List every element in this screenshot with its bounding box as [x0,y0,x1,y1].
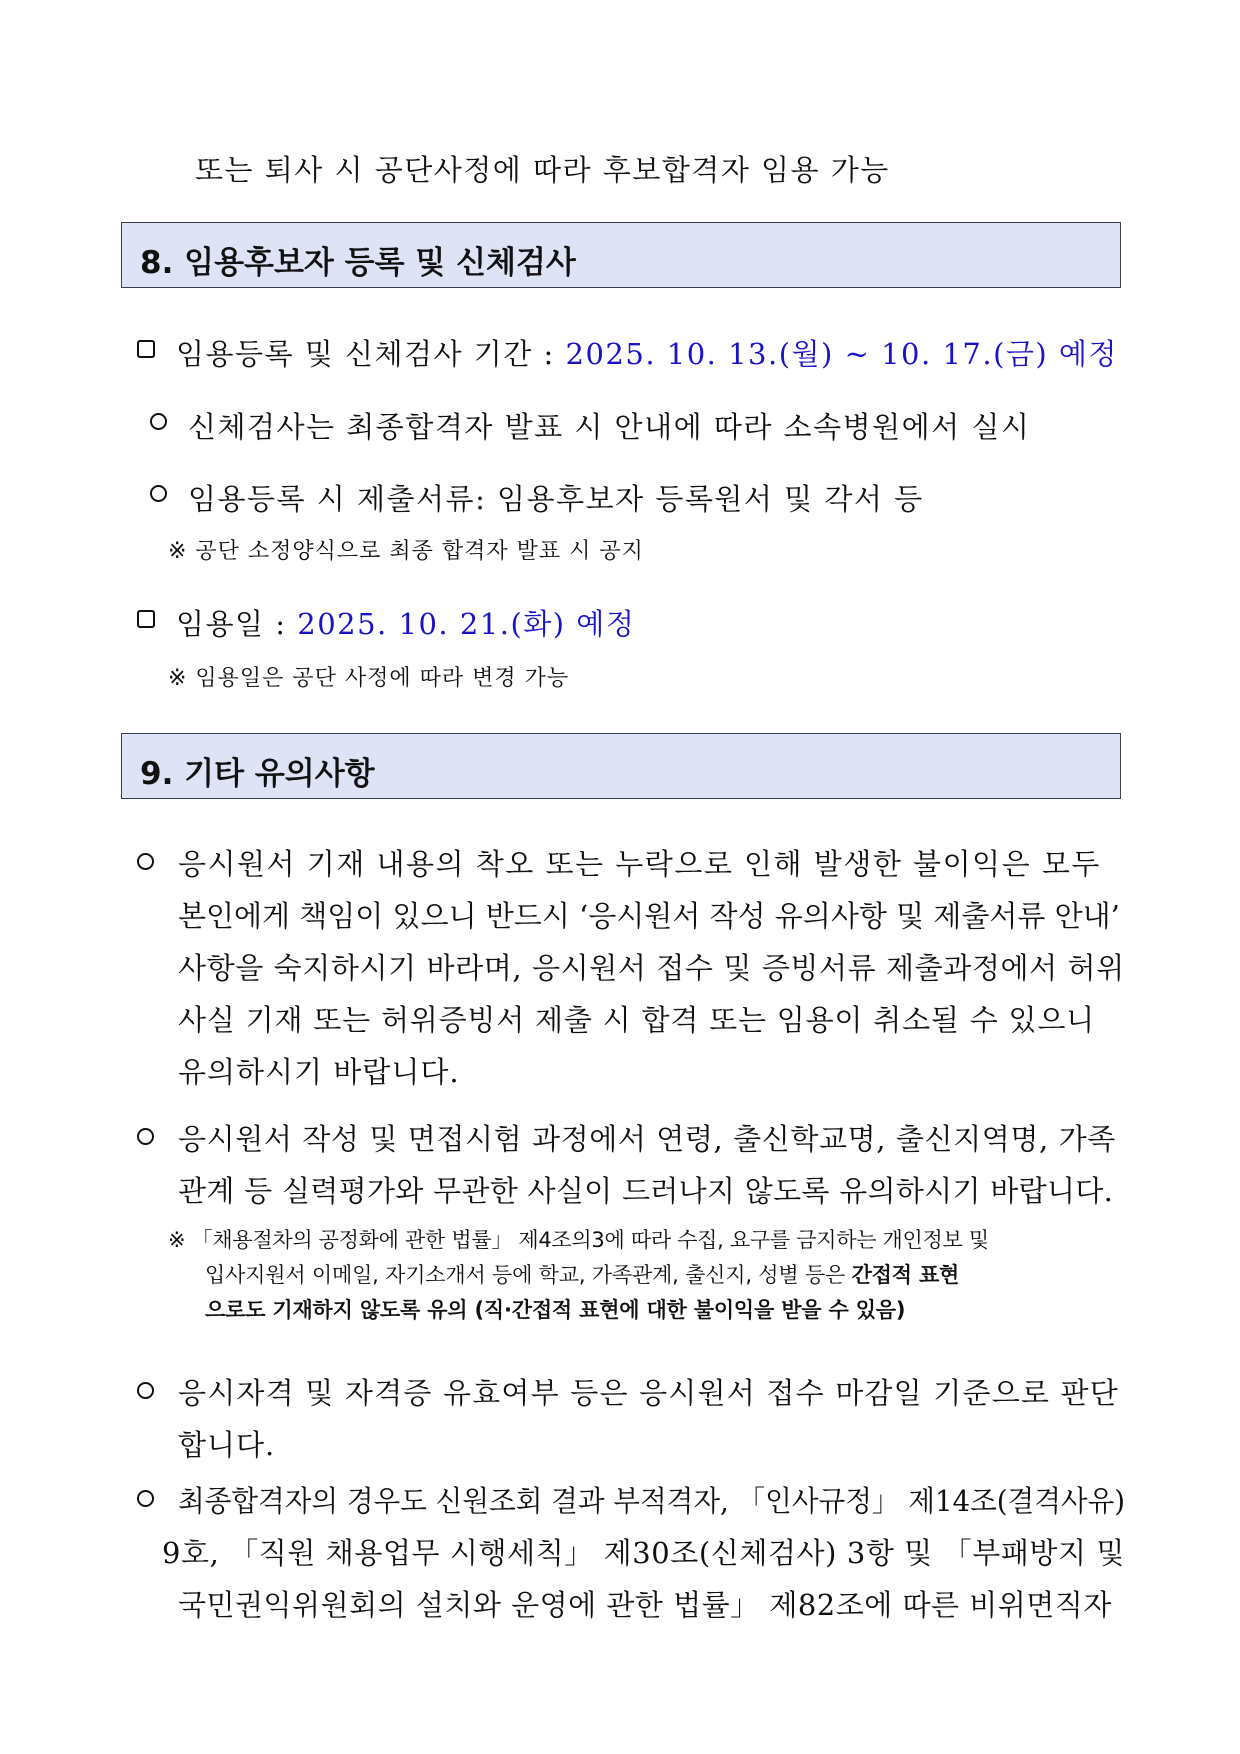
circle-bullet-icon [150,485,167,502]
section-8-title: 8. 임용후보자 등록 및 신체검사 [140,245,576,281]
legal-note-line-3: 으로도 기재하지 않도록 유의 (직·간접적 표현에 대한 불이익을 받을 수 있음) [205,1298,906,1322]
legal-note-line-1: ※ 「채용절차의 공정화에 관한 법률」 제4조의3에 따라 수집, 요구를 금지하는 개인정보 및 [168,1228,989,1252]
registration-period-label: 임용등록 및 신체검사 기간 : [176,337,566,371]
circle-bullet-icon [137,853,154,870]
legal-note-line-2 [205,1258,959,1293]
note-date-change: ※ 임용일은 공단 사정에 따라 변경 가능 [168,666,570,691]
paragraph-line: 최종합격자의 경우도 신원조회 결과 부적격자, 「인사규정」 제14조(결격사유) [178,1484,1126,1518]
legal-note-line-2-text: 입사지원서 이메일, 자기소개서 등에 학교, 가족관계, 출신지, 성별 등은 [205,1263,852,1287]
checkbox-square-icon [137,610,155,628]
registration-period-value: 2025. 10. 13.(월) ~ 10. 17.(금) 예정 [565,337,1118,371]
paragraph-line: 사실 기재 또는 허위증빙서 제출 시 합격 또는 임용이 취소될 수 있으니 [178,1003,1095,1037]
paragraph-line: 관계 등 실력평가와 무관한 사실이 드러나지 않도록 유의하시기 바랍니다. [178,1174,1114,1208]
section-8-header [121,222,1121,288]
paragraph-line: 국민권익위원회의 설치와 운영에 관한 법률」 제82조에 따른 비위면직자 [178,1588,1112,1622]
checkbox-square-icon [137,340,155,358]
required-documents: 임용등록 시 제출서류: 임용후보자 등록원서 및 각서 등 [188,482,924,516]
circle-bullet-icon [137,1382,154,1399]
paragraph-line: 응시원서 기재 내용의 착오 또는 누락으로 인해 발생한 불이익은 모두 [178,847,1101,881]
note-form-notice: ※ 공단 소정양식으로 최종 합격자 발표 시 공지 [168,539,644,564]
appointment-date [176,602,635,643]
section-9-title: 9. 기타 유의사항 [140,756,375,792]
paragraph-line: 합니다. [178,1428,276,1462]
paragraph-line: 응시자격 및 자격증 유효여부 등은 응시원서 접수 마감일 기준으로 판단 [178,1376,1119,1410]
circle-bullet-icon [150,413,167,430]
appointment-date-value: 2025. 10. 21.(화) 예정 [297,607,636,641]
section-9-header [121,733,1121,799]
appointment-date-label: 임용일 : [176,607,298,641]
circle-bullet-icon [137,1128,154,1145]
paragraph-line: 응시원서 작성 및 면접시험 과정에서 연령, 출신학교명, 출신지역명, 가족 [178,1122,1116,1156]
circle-bullet-icon [137,1490,154,1507]
paragraph-line: 9호, 「직원 채용업무 시행세칙」 제30조(신체검사) 3항 및 「부패방지 및 [162,1536,1125,1570]
legal-note-line-2-emphasis: 간접적 표현 [851,1263,960,1287]
paragraph-line: 유의하시기 바랍니다. [178,1055,460,1089]
paragraph-line: 사항을 숙지하시기 바라며, 응시원서 접수 및 증빙서류 제출과정에서 허위 [178,951,1125,985]
paragraph-line: 본인에게 책임이 있으니 반드시 ‘응시원서 작성 유의사항 및 제출서류 안내’ [178,899,1120,933]
physical-exam-info: 신체검사는 최종합격자 발표 시 안내에 따라 소속병원에서 실시 [188,410,1031,444]
registration-period [176,332,1118,373]
continuation-line: 또는 퇴사 시 공단사정에 따라 후보합격자 임용 가능 [195,153,890,187]
